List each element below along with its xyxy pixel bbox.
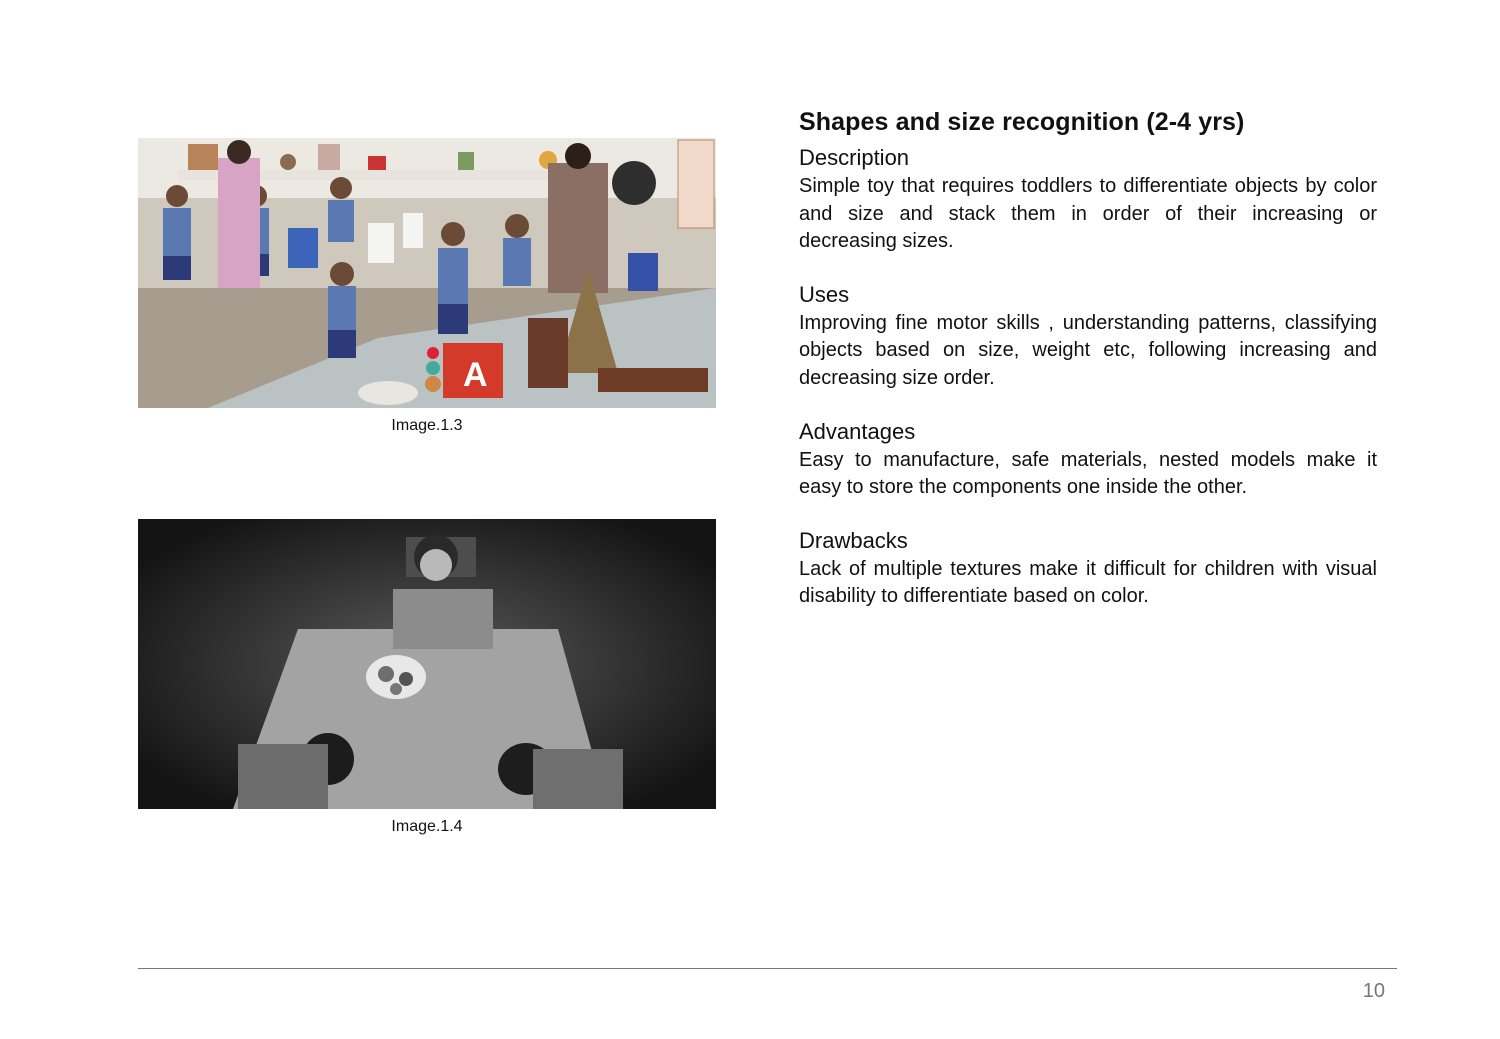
section-body: Easy to manufacture, safe materials, nested models make it easy to store the components one inside the other.: [799, 448, 1377, 499]
section-uses: [799, 282, 1377, 393]
page-title: Shapes and size recognition (2-4 yrs): [799, 108, 1245, 136]
section-drawbacks: [799, 528, 1377, 611]
section-heading: Description: [799, 145, 910, 170]
children-table-photo: [138, 519, 716, 809]
footer-divider: [138, 968, 1397, 969]
content-column: [799, 108, 1377, 637]
section-body: Simple toy that requires toddlers to differentiate objects by color and size and stack them in order of their increasing or decreasing sizes.: [799, 175, 1377, 253]
page-number: 10: [1362, 980, 1385, 1002]
figure-caption: Image.1.3: [391, 417, 463, 434]
section-body: Improving fine motor skills , understanding patterns, classifying objects based on size, weight etc, following increasing and decreasing size order.: [799, 311, 1377, 389]
section-body: Lack of multiple textures make it difficult for children with visual disability to differentiate based on color.: [799, 557, 1377, 608]
section-heading: Uses: [799, 281, 850, 307]
section-advantages: [799, 419, 1377, 502]
figure-caption: Image.1.4: [391, 818, 463, 835]
classroom-photo: [138, 138, 716, 408]
section-heading: Advantages: [799, 418, 916, 444]
section-heading: Drawbacks: [799, 527, 908, 553]
svg-text:A: A: [463, 356, 488, 394]
section-description: [799, 145, 1377, 256]
